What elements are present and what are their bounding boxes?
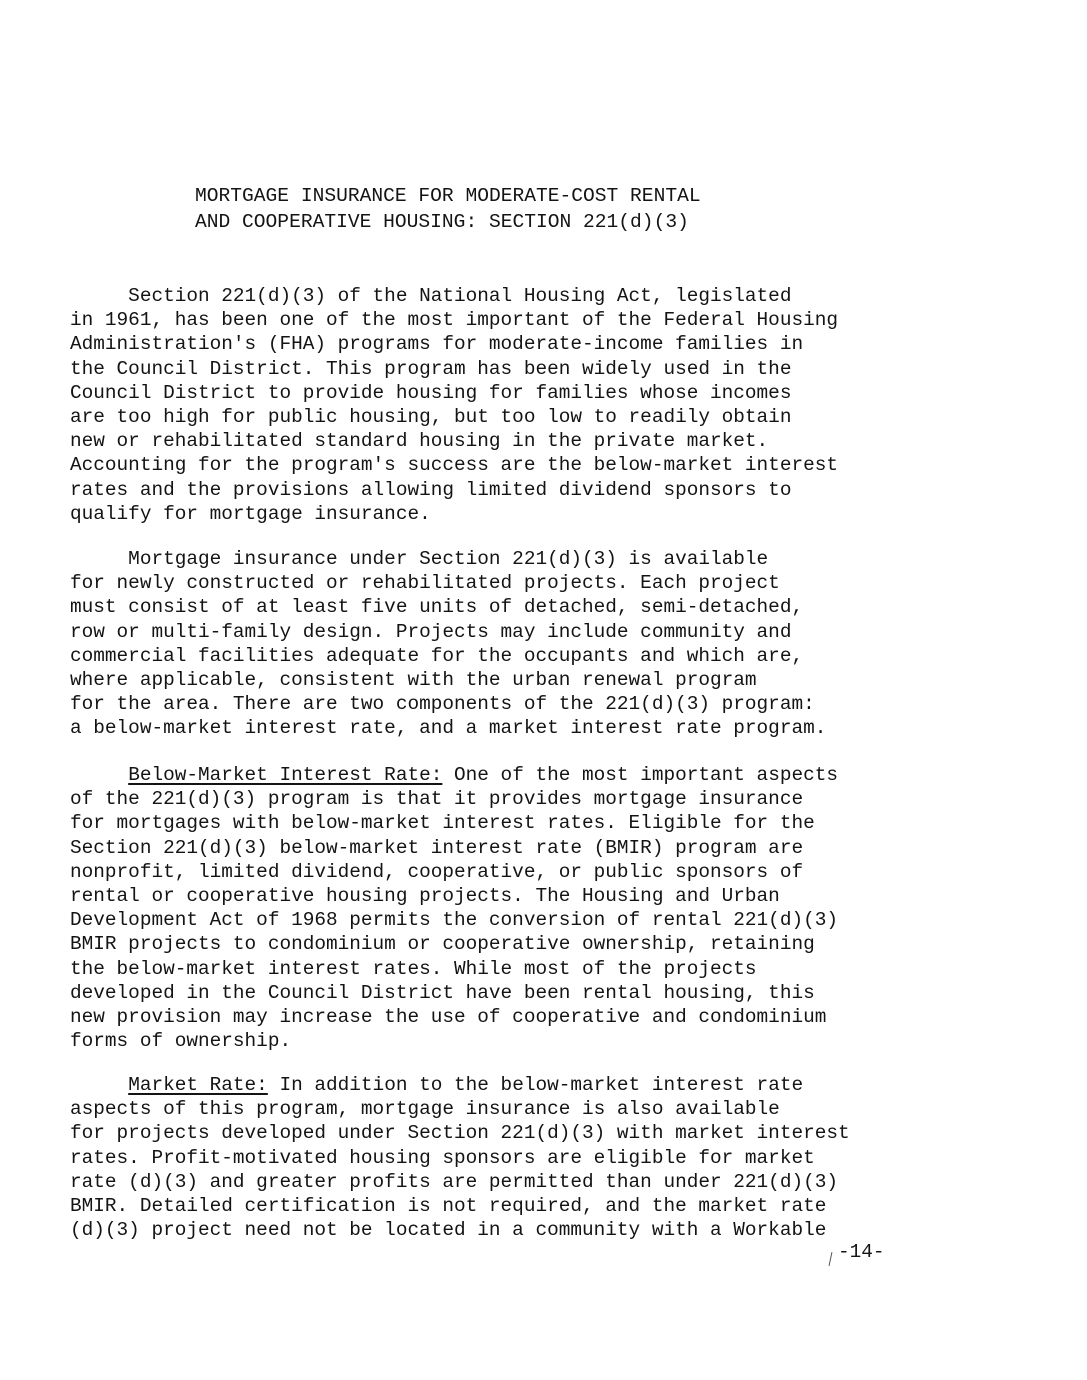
paragraph-line: rental or cooperative housing projects. The Housing and Urban [70,884,780,907]
paragraph-line: (d)(3) project need not be located in a community with a Workable [70,1219,827,1242]
paragraph-line: developed in the Council District have been rental housing, this [70,981,815,1004]
paragraph-line: forms of ownership. [70,1030,292,1053]
paragraph-line: for the area. There are two components of the 221(d)(3) program: [70,693,815,716]
title-line-2: AND COOPERATIVE HOUSING: SECTION 221(d)(3) [195,211,689,233]
paragraph-line: nonprofit, limited dividend, cooperative, or public sponsors of [70,860,804,883]
paragraph-line: BMIR. Detailed certification is not required, and the market rate [70,1194,827,1217]
paragraph-line: the below-market interest rates. While most of the projects [70,957,757,980]
paragraph-line: BMIR projects to condominium or cooperative ownership, retaining [70,933,815,956]
market-rate-first-line-text: In addition to the below-market interest rate [267,1074,804,1096]
paragraph-line: Administration's (FHA) programs for moderate-income families in [70,333,804,356]
paragraph-line: commercial facilities adequate for the occupants and which are, [70,644,804,667]
paragraph-line: rate (d)(3) and greater profits are permitted than under 221(d)(3) [70,1170,838,1193]
paragraph-line: new provision may increase the use of cooperative and condominium [70,1005,827,1028]
paragraph-line: where applicable, consistent with the urban renewal program [70,668,757,691]
eligibility-paragraph [70,547,1000,741]
paragraph-line: row or multi-family design. Projects may include community and [70,620,792,643]
paragraph-line: the Council District. This program has been widely used in the [70,357,792,380]
paragraph-line: Development Act of 1968 permits the conversion of rental 221(d)(3) [70,909,838,932]
intro-paragraph [70,284,1000,526]
paragraph-line: must consist of at least five units of detached, semi-detached, [70,596,804,619]
bmir-heading: Below-Market Interest Rate: [128,764,443,786]
paragraph-line: for mortgages with below-market interest rates. Eligible for the [70,812,815,835]
page-number: -14- [838,1241,885,1263]
paragraph-line: are too high for public housing, but too low to readily obtain [70,405,792,428]
paragraph-line: for newly constructed or rehabilitated projects. Each project [70,572,780,595]
stray-mark [829,1252,833,1266]
paragraph-line: for projects developed under Section 221(d)(3) with market interest [70,1122,850,1145]
paragraph-line: rates and the provisions allowing limited dividend sponsors to [70,478,792,501]
paragraph-line: Section 221(d)(3) of the National Housing Act, legislated [70,285,792,307]
bmir-first-line-text: One of the most important aspects [442,764,839,786]
paragraph-line: of the 221(d)(3) program is that it provides mortgage insurance [70,788,804,811]
paragraph-line: in 1961, has been one of the most important of the Federal Housing [70,309,838,332]
paragraph-line [70,1073,1000,1097]
paragraph-line: Section 221(d)(3) below-market interest rate (BMIR) program are [70,836,804,859]
market-rate-paragraph [70,1073,1000,1242]
paragraph-line: aspects of this program, mortgage insurance is also available [70,1098,780,1121]
paragraph-line: new or rehabilitated standard housing in the private market. [70,430,769,453]
title-line-1: MORTGAGE INSURANCE FOR MODERATE-COST RENTAL [195,185,701,207]
paragraph-line: Council District to provide housing for families whose incomes [70,381,792,404]
market-rate-heading: Market Rate: [128,1074,268,1096]
bmir-paragraph [70,763,1000,1053]
paragraph-line [70,763,1000,787]
paragraph-line: Accounting for the program's success are the below-market interest [70,454,838,477]
paragraph-line: a below-market interest rate, and a market interest rate program. [70,717,827,740]
document-title [195,183,895,235]
paragraph-line: qualify for mortgage insurance. [70,502,431,525]
paragraph-line: rates. Profit-motivated housing sponsors are eligible for market [70,1146,815,1169]
paragraph-line: Mortgage insurance under Section 221(d)(3) is available [70,548,769,570]
